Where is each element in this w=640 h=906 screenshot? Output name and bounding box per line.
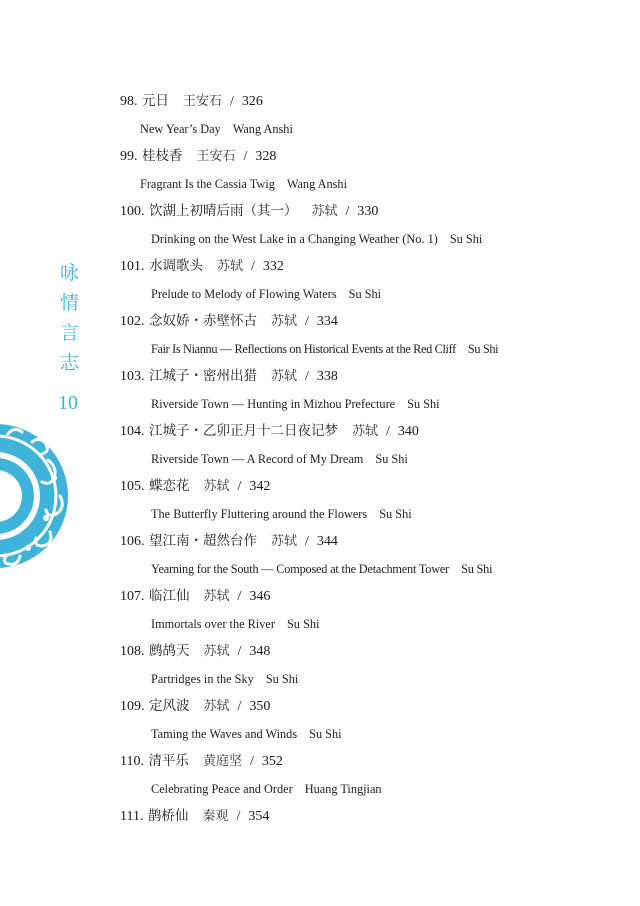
separator-slash: / [304,314,309,329]
entry-number: 109. [120,699,145,714]
entry-author-en: Su Shi [379,506,412,521]
toc-entry-cn-line [120,803,620,831]
separator-slash: / [243,149,248,164]
toc-entry [120,748,620,803]
toc-entry-cn-line [120,583,620,611]
toc-entry [120,583,620,638]
entry-page: 342 [249,479,271,494]
entry-number: 105. [120,479,145,494]
separator-slash: / [385,424,390,439]
toc-entry-cn-line [120,253,620,281]
entry-page: 328 [255,149,277,164]
separator-slash: / [237,479,242,494]
separator-slash: / [304,534,309,549]
toc-entry [120,308,620,363]
toc-entry-en-line [120,391,620,419]
toc-entry-cn-line [120,143,620,171]
toc-entry-en-line [120,116,620,144]
entry-title-en: Prelude to Melody of Flowing Waters [151,286,337,301]
toc-entry [120,88,620,143]
entry-author-cn: 秦观 [202,809,229,824]
entry-page: 348 [249,644,271,659]
entry-title-cn: 定风波 [148,698,190,714]
entry-page: 334 [316,314,338,329]
vertical-section-title [60,258,79,378]
entry-page: 346 [249,589,271,604]
separator-slash: / [237,589,242,604]
entry-number: 99. [120,149,138,164]
entry-author-en: Su Shi [309,726,342,741]
toc-entry-en-line [120,721,620,749]
separator-slash: / [345,204,350,219]
separator-slash: / [236,809,241,824]
entry-number: 107. [120,589,145,604]
toc-entry-en-line [120,171,620,199]
entry-title-cn: 桂枝香 [141,148,183,164]
entry-author-en: Su Shi [286,616,320,631]
entry-page: 338 [316,369,338,384]
entry-page: 332 [262,259,284,274]
toc-entry-en-line [120,501,620,529]
toc-entry-en-line [120,776,620,804]
entry-author-en: Su Shi [348,286,382,301]
entry-title-en: Immortals over the River [151,616,275,631]
toc-entry [120,803,620,831]
toc-entry-cn-line [120,363,620,391]
entry-author-cn: 苏轼 [270,534,297,549]
entry-author-cn: 苏轼 [311,204,338,219]
entry-title-cn: 鹊桥仙 [147,808,189,824]
entry-title-cn: 江城子・密州出猎 [148,368,257,384]
entry-number: 104. [120,424,145,439]
entry-author-cn: 苏轼 [351,424,378,439]
toc-entry-en-line [120,281,620,309]
section-title-char: 言 [60,322,80,344]
entry-title-cn: 念奴娇・赤壁怀古 [148,313,257,329]
entry-author-en: Su Shi [407,396,440,411]
entry-number: 106. [120,534,145,549]
entry-author-en: Su Shi [449,231,483,246]
toc-entry-en-line [120,556,620,584]
entry-title-en: Fragrant Is the Cassia Twig [140,176,275,191]
entry-number: 101. [120,259,145,274]
entry-title-cn: 清平乐 [148,753,189,769]
entry-title-cn: 蝶恋花 [148,478,190,494]
toc-entry [120,473,620,528]
page-number: 10 [58,392,78,414]
entry-title-cn: 望江南・超然台作 [148,533,257,549]
entry-title-en: Riverside Town — Hunting in Mizhou Prefecture [151,396,396,411]
toc-entry [120,198,620,253]
entry-author-cn: 苏轼 [216,259,243,274]
entry-author-cn: 苏轼 [270,369,297,384]
entry-number: 102. [120,314,145,329]
entry-author-en: Su Shi [467,341,499,356]
toc-entry-en-line [120,336,620,364]
toc-entry-cn-line [120,198,620,226]
toc-entry-cn-line [120,693,620,721]
toc-entry-cn-line [120,473,620,501]
entry-page: 330 [357,204,379,219]
entry-number: 108. [120,644,145,659]
entry-author-cn: 苏轼 [203,699,230,714]
decorative-cloud-medallion-icon [0,420,72,572]
toc-entry-cn-line [120,418,620,446]
entry-title-cn: 鹧鸪天 [148,643,190,659]
toc-entry [120,693,620,748]
entry-author-cn: 苏轼 [203,644,230,659]
separator-slash: / [237,644,242,659]
table-of-contents [120,88,620,831]
entry-number: 103. [120,369,145,384]
entry-title-en: Fair Is Niannu — Reflections on Historical Events at the Red Cliff [151,341,456,356]
entry-author-cn: 苏轼 [270,314,297,329]
entry-number: 98. [120,94,138,109]
entry-title-en: Riverside Town — A Record of My Dream [151,451,364,466]
entry-title-cn: 江城子・乙卯正月十二日夜记梦 [148,423,338,439]
entry-author-cn: 王安石 [182,94,222,109]
toc-entry-en-line [120,611,620,639]
toc-entry [120,253,620,308]
section-title-char: 志 [60,352,80,374]
entry-page: 354 [248,809,270,824]
entry-author-cn: 黄庭坚 [202,754,242,769]
toc-entry [120,418,620,473]
entry-title-cn: 临江仙 [148,588,190,604]
entry-title-cn: 元日 [141,93,169,109]
entry-number: 100. [120,204,145,219]
entry-author-cn: 王安石 [196,149,236,164]
toc-entry-cn-line [120,638,620,666]
entry-author-en: Su Shi [265,671,299,686]
entry-page: 344 [316,534,338,549]
section-title-char: 咏 [60,262,80,284]
section-title-char: 情 [60,292,80,314]
entry-author-en: Wang Anshi [286,176,347,191]
toc-entry-cn-line [120,88,620,116]
toc-entry [120,638,620,693]
toc-entry-en-line [120,226,620,254]
entry-number: 111. [120,809,144,824]
entry-title-en: Taming the Waves and Winds [151,726,298,741]
entry-title-en: The Butterfly Fluttering around the Flowers [151,506,368,521]
entry-title-en: Celebrating Peace and Order [151,781,293,796]
entry-title-en: New Year’s Day [140,121,221,136]
toc-entry-cn-line [120,748,620,776]
separator-slash: / [249,754,254,769]
toc-entry-en-line [120,446,620,474]
entry-author-cn: 苏轼 [203,479,230,494]
toc-entry [120,363,620,418]
toc-entry [120,143,620,198]
entry-author-en: Su Shi [461,561,493,576]
toc-entry-cn-line [120,528,620,556]
entry-title-cn: 水调歌头 [148,258,203,274]
entry-author-en: Su Shi [375,451,408,466]
entry-author-cn: 苏轼 [203,589,230,604]
separator-slash: / [304,369,309,384]
entry-title-en: Drinking on the West Lake in a Changing Weather (No. 1) [151,231,438,246]
toc-entry-en-line [120,666,620,694]
entry-title-en: Yearning for the South — Composed at the Detachment Tower [151,561,450,576]
separator-slash: / [250,259,255,274]
entry-number: 110. [120,754,144,769]
toc-entry [120,528,620,583]
separator-slash: / [229,94,234,109]
toc-entry-cn-line [120,308,620,336]
entry-page: 326 [241,94,263,109]
entry-author-en: Huang Tingjian [304,781,382,796]
entry-title-cn: 饮湖上初晴后雨（其一） [148,203,298,219]
separator-slash: / [237,699,242,714]
entry-author-en: Wang Anshi [232,121,293,136]
entry-page: 340 [397,424,419,439]
entry-page: 352 [261,754,283,769]
entry-title-en: Partridges in the Sky [151,671,254,686]
entry-page: 350 [249,699,271,714]
